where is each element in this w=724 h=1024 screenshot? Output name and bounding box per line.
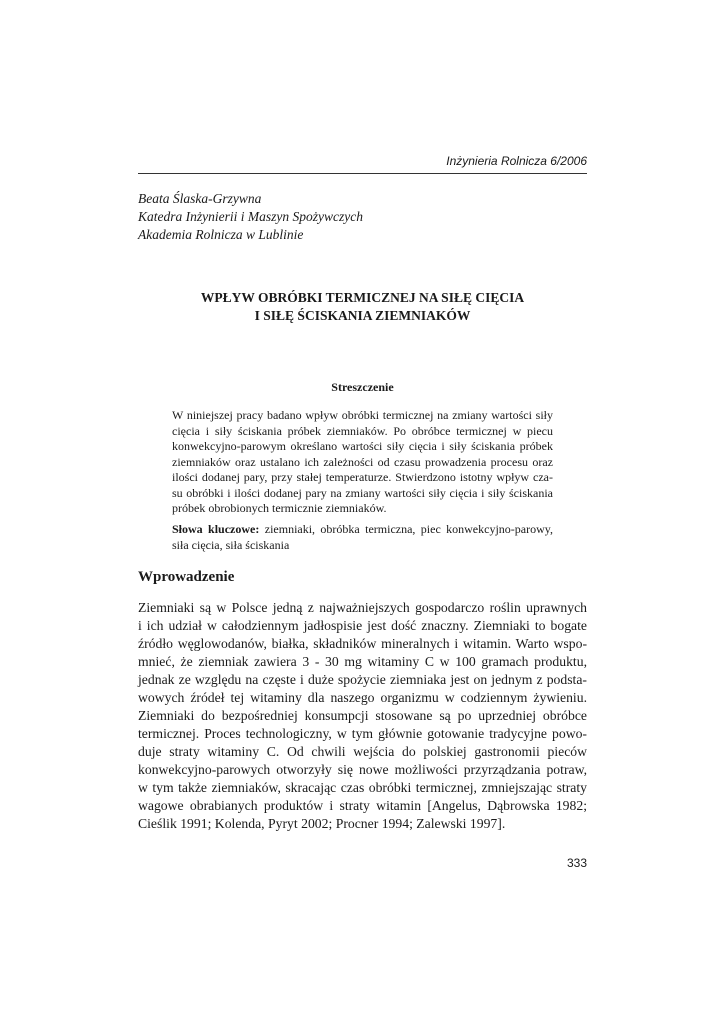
body-line: wagowe obrabianych produktów i straty witamin [Angelus, Dąbrowska 1982; (138, 798, 587, 813)
body-line: Cieślik 1991; Kolenda, Pyryt 2002; Procner 1994; Zalewski 1997]. (138, 816, 506, 831)
body-line: mnieć, że ziemniak zawiera 3 - 30 mg witaminy C w 100 gramach produktu, (138, 654, 587, 669)
abstract-line: cięcia i siły ściskania próbek ziemniaków. Po obróbce termicznej w piecu (172, 423, 553, 438)
abstract-line: su obróbki i ilości dodanej pary na zmiany wartości siły cięcia i siły ściskania (172, 485, 553, 500)
title-line: I SIŁĘ ŚCISKANIA ZIEMNIAKÓW (254, 308, 471, 323)
introduction-body (138, 599, 587, 833)
section-heading: Wprowadzenie (138, 569, 235, 585)
abstract-body (172, 408, 553, 517)
body-line: w tym także ziemniaków, skracając czas obróbki termicznej, zmniejszając straty (138, 780, 587, 795)
abstract-line: próbek obrobionych termicznie ziemniaków. (172, 501, 387, 515)
abstract-heading: Streszczenie (331, 380, 394, 394)
author-affiliation (138, 190, 587, 244)
body-line: źródło węglowodanów, białka, składników mineralnych i witamin. Warto wspo- (138, 636, 587, 651)
abstract-line: konwekcyjno-parowym określano wartości siły cięcia i siły ściskania próbek (172, 439, 553, 453)
abstract-line: ilości dodanej pary, przy stałej temperaturze. Stwierdzono istotny wpływ cza- (172, 470, 553, 484)
keywords-line: siła cięcia, siła ściskania (172, 537, 290, 552)
body-line: Ziemniaki do bezpośredniej konsumpcji stosowane są po uprzedniej obróbce (138, 708, 587, 723)
journal-header: Inżynieria Rolnicza 6/2006 (446, 154, 587, 168)
keywords-text: ziemniaki, obróbka termiczna, piec konwekcyjno-parowy, (259, 522, 553, 536)
body-line: wowych źródeł tej witaminy dla naszego organizmu w codziennym żywieniu. (138, 690, 587, 705)
paper-title (138, 289, 587, 325)
body-line: termicznej. Proces technologiczny, w tym głównie gotowanie tradycyjne powo- (138, 726, 587, 741)
author-name: Beata Ślaska-Grzywna (138, 191, 262, 206)
institution: Akademia Rolnicza w Lublinie (138, 227, 304, 242)
keywords-label: Słowa kluczowe: (172, 522, 260, 536)
body-line: i ich udział w całodziennym jadłospisie jest dość znaczny. Ziemniaki to bogate (138, 618, 587, 633)
header-rule (138, 173, 587, 174)
body-line: duje straty witaminy C. Od chwili wejścia do polskiej gastronomii pieców (138, 744, 587, 759)
department: Katedra Inżynierii i Maszyn Spożywczych (138, 209, 363, 224)
body-line: konwekcyjno-parowych otworzyły się nowe możliwości przyrządzania potraw, (138, 762, 587, 777)
page-number: 333 (566, 856, 587, 870)
abstract-line: W niniejszej pracy badano wpływ obróbki termicznej na zmiany wartości siły (172, 408, 553, 422)
abstract-line: ziemniaków oraz ustalano ich zależności od czasu prowadzenia procesu oraz (172, 454, 553, 469)
body-line: jednak ze względu na częste i duże spożycie ziemniaka jest on jednym z podsta- (138, 672, 587, 687)
body-line: Ziemniaki są w Polsce jedną z najważniejszych gospodarczo roślin uprawnych (138, 600, 587, 615)
keywords (172, 522, 553, 553)
keywords-line (172, 522, 553, 538)
title-line: WPŁYW OBRÓBKI TERMICZNEJ NA SIŁĘ CIĘCIA (200, 290, 525, 305)
